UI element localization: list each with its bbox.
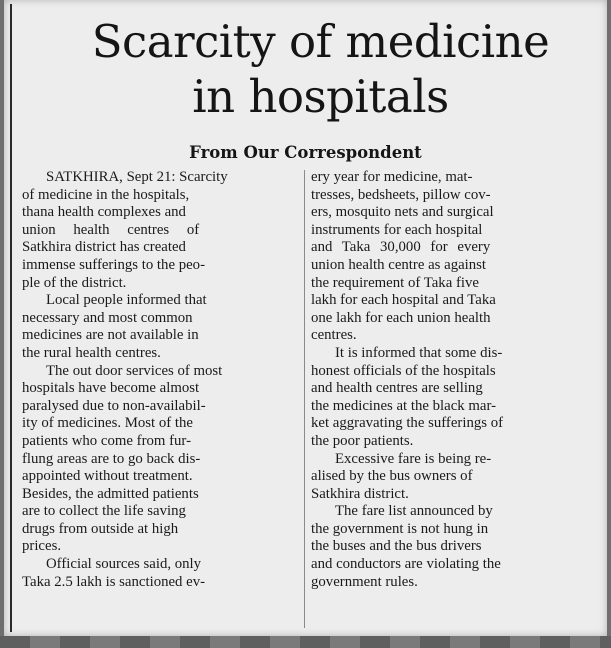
column-divider	[304, 170, 305, 628]
body-line: thana health complexes and	[22, 204, 186, 221]
body-line: Taka 2.5 lakh is sanctioned ev-	[22, 573, 206, 590]
body-line: are to collect the life saving	[22, 503, 186, 520]
body-line: centres.	[311, 327, 357, 344]
body-line: honest officials of the hospitals	[311, 362, 496, 379]
body-line: necessary and most common	[22, 309, 193, 326]
body-line: immense sufferings to the peo-	[22, 256, 206, 273]
body-line: paralysed due to non-availabil-	[22, 397, 206, 414]
body-line: flung areas are to go back dis-	[22, 450, 201, 467]
body-line: ket aggravating the sufferings of	[311, 415, 504, 432]
body-line: Local people informed that	[46, 292, 207, 309]
body-line: of medicine in the hospitals,	[22, 186, 190, 203]
body-line: SATKHIRA, Sept 21: Scarcity	[46, 169, 228, 185]
body-line: the requirement of Taka five	[311, 274, 479, 291]
newspaper-clipping	[4, 0, 607, 636]
body-line: and health centres are selling	[311, 380, 483, 397]
body-line: tresses, bedsheets, pillow cov-	[311, 186, 491, 203]
body-line: The out door services of most	[46, 362, 223, 379]
body-line: the government is not hung in	[311, 520, 489, 537]
body-line: instruments for each hospital	[311, 221, 483, 238]
body-line: prices.	[22, 538, 62, 555]
column-rule-left	[10, 4, 12, 632]
body-line: appointed without treatment.	[22, 468, 193, 485]
body-line: Besides, the admitted patients	[22, 485, 199, 502]
body-line: union health centres of	[22, 221, 200, 238]
byline: From Our Correspondent	[189, 143, 422, 162]
body-line: and conductors are violating the	[311, 556, 501, 573]
article-column-right	[311, 169, 601, 591]
scan-bottom-edge	[0, 636, 611, 648]
body-line: medicines are not available in	[22, 327, 199, 344]
body-line: ery year for medicine, mat-	[311, 169, 473, 185]
headline-line-2: in hospitals	[192, 70, 449, 123]
body-line: lakh for each hospital and Taka	[311, 292, 496, 309]
body-line: the buses and the bus drivers	[311, 538, 482, 555]
body-line: ers, mosquito nets and surgical	[311, 204, 494, 221]
body-line: the medicines at the black mar-	[311, 397, 496, 414]
body-line: The fare list announced by	[335, 503, 493, 520]
body-line: ity of medicines. Most of the	[22, 415, 193, 432]
body-line: one lakh for each union health	[311, 309, 491, 326]
body-line: Satkhira district.	[311, 485, 409, 502]
body-line: government rules.	[311, 573, 418, 590]
body-line: Official sources said, only	[46, 556, 202, 573]
headline	[44, 14, 597, 124]
body-line: drugs from outside at high	[22, 520, 179, 537]
body-line: and Taka 30,000 for every	[311, 239, 491, 256]
body-line: ple of the district.	[22, 274, 127, 291]
headline-line-1: Scarcity of medicine	[91, 15, 550, 68]
body-line: the rural health centres.	[22, 344, 161, 361]
body-line: It is informed that some dis-	[335, 344, 503, 361]
body-line: alised by the bus owners of	[311, 468, 473, 485]
article-column-left	[22, 169, 300, 591]
body-line: patients who come from fur-	[22, 432, 191, 449]
body-line: union health centre as against	[311, 256, 487, 273]
body-line: Excessive fare is being re-	[335, 450, 492, 467]
body-line: hospitals have become almost	[22, 380, 200, 397]
body-line: the poor patients.	[311, 432, 414, 449]
body-line: Satkhira district has created	[22, 239, 186, 256]
